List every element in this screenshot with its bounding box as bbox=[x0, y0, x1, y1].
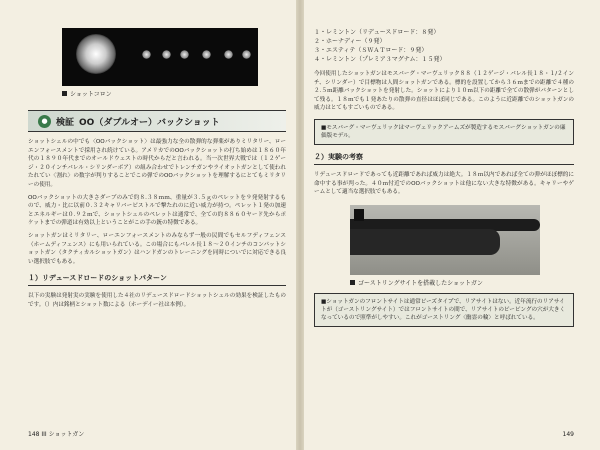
pellet-image bbox=[142, 50, 151, 59]
shell-list bbox=[314, 28, 574, 64]
subsection-title: １）リデュースドロードのショットパターン bbox=[28, 273, 286, 286]
section-heading bbox=[28, 110, 286, 132]
list-item: ４・レミントン（プレミア３マグナム：１５発） bbox=[314, 56, 446, 63]
right-page bbox=[300, 0, 600, 450]
paragraph: ショットシェルの中でも〈OOバックショット〉は最強力な全の散弾的な弾薬がありミリタリー、ローエンフォースメントで採用され続けている。アメリカでのOOバックショットの打ち始めは１８６０年代の１８９０年代までのオールドウェストの時代からだと言われる。当一次世界大戦では（１２ゲージ・２０インチバレル・シリンダーボア）の組み合わせでトレンチガンやライオットガンとして使われたれてい〈割れ〉の数字が判りすることでこの弾でのOOバックショットを理解するにとてもミリタリーの使用。 bbox=[28, 139, 286, 188]
muzzle-flash-image bbox=[76, 34, 116, 74]
shot-photo bbox=[62, 28, 258, 86]
page-number: 148 III ショットガン bbox=[28, 431, 85, 438]
section-title: OO（ダブルオー）バックショット bbox=[79, 117, 220, 128]
list-item: ２・ホーナディー（９発） bbox=[314, 38, 386, 45]
subsection-title: ２）実験の考察 bbox=[314, 152, 574, 165]
paragraph: ショットガンはミリタリー、ローエンフォースメントのみならず一般の民間でもセルフディフェンス（ホームディフェンス）にも用いられている。この場合にもバレル長１８～２０インチのコンパットショットガン（タクティカルショットガン）はハンドガンのトレーニングを同時についでに対応できる良い選択肢でもある。 bbox=[28, 232, 286, 265]
pellet-image bbox=[180, 50, 189, 59]
pellet-image bbox=[162, 50, 171, 59]
section-badge-icon: ● bbox=[38, 115, 51, 128]
list-item: ３・エスティテ（ＳＷＡＴロード：９発） bbox=[314, 47, 428, 54]
photo-caption: ショットコロン bbox=[62, 89, 286, 98]
paragraph: 以下の実験は発射実の実験を使用した４社のリデュースドロードショットシェルの効果を検証したものです。（）内は銘柄とショット数による（ホーデイー社は本例）。 bbox=[28, 293, 286, 308]
receiver-shape bbox=[350, 229, 500, 255]
shotgun-photo bbox=[350, 205, 540, 275]
note-box: ■モスバーグ・マーヴェリックはマーヴェリックアームズが製造するモスバーグショットガンの廉価版モデル。 bbox=[314, 119, 574, 145]
book-gutter bbox=[296, 0, 304, 450]
page-number: 149 bbox=[562, 431, 574, 438]
photo-caption: ゴーストリングサイトを搭載したショットガン bbox=[350, 278, 574, 287]
pellet-image bbox=[202, 50, 211, 59]
section-badge-label: 検証 bbox=[56, 117, 75, 128]
note-box: ■ショットガンのフロントサイトは通常ビーズタイプで、リアサイトはない。近年流行のリアサイトが（ゴーストリングサイト）ではフロントサイトの間で、リアサイトのピーピングの穴が大きくなっているので照準がしやすい。これがゴーストリング〈幽霊の輪〉と呼ばれている。 bbox=[314, 293, 574, 327]
ghost-ring-sight-shape bbox=[354, 209, 364, 221]
paragraph: OOバックショットの大きさダーブのみで約８.３８ｍｍ、重量が３.５ｇのペレットを９発発射するもので、威力・比に以前０.３２キャリバーピストルで撃たれのに近い威力が持つ。ペレット１発の加速とエネルギーは０.９２ｍで、ショットシェルのペレットは通常で、全ての約８８６０ヤード先からポケットまでの弾道は有効以上ということがこの手の銃の特徴である。 bbox=[28, 194, 286, 227]
caption-square-icon bbox=[62, 91, 67, 96]
paragraph: リデュースドロードであっても近距離であれば威力は絶大。１８ｍ以内であれば全ての弾がほぼ標的に命中する事が判った。４０ｍ付近でのOOバックショットは他にない大きな特徴がある。キャリーやゲームとして適当な選択肢でもある。 bbox=[314, 171, 574, 196]
pellet-image bbox=[242, 50, 251, 59]
caption-square-icon bbox=[350, 280, 355, 285]
paragraph: 今回使用したショットガンはモスバーグ・マーヴェリック８８（１２ゲージ・バレル長１８・１/２インチ、シリンダー）で目標物は人間ショットガンである。標的を設置してから３６ｍまでの距離で４種の２.５ｍ距離バックショットを発射した。ショットにより１０ｍ以下の距離で全ての散弾がパターンとして残る。１８ｍでも１発あたりの散弾の直径はほぼ同じである。このように近距離でのショットガンの威力はとてもすごいものである。 bbox=[314, 71, 574, 112]
list-item: １・レミントン（リデュースドロード：８発） bbox=[314, 29, 440, 36]
pellet-image bbox=[224, 50, 233, 59]
